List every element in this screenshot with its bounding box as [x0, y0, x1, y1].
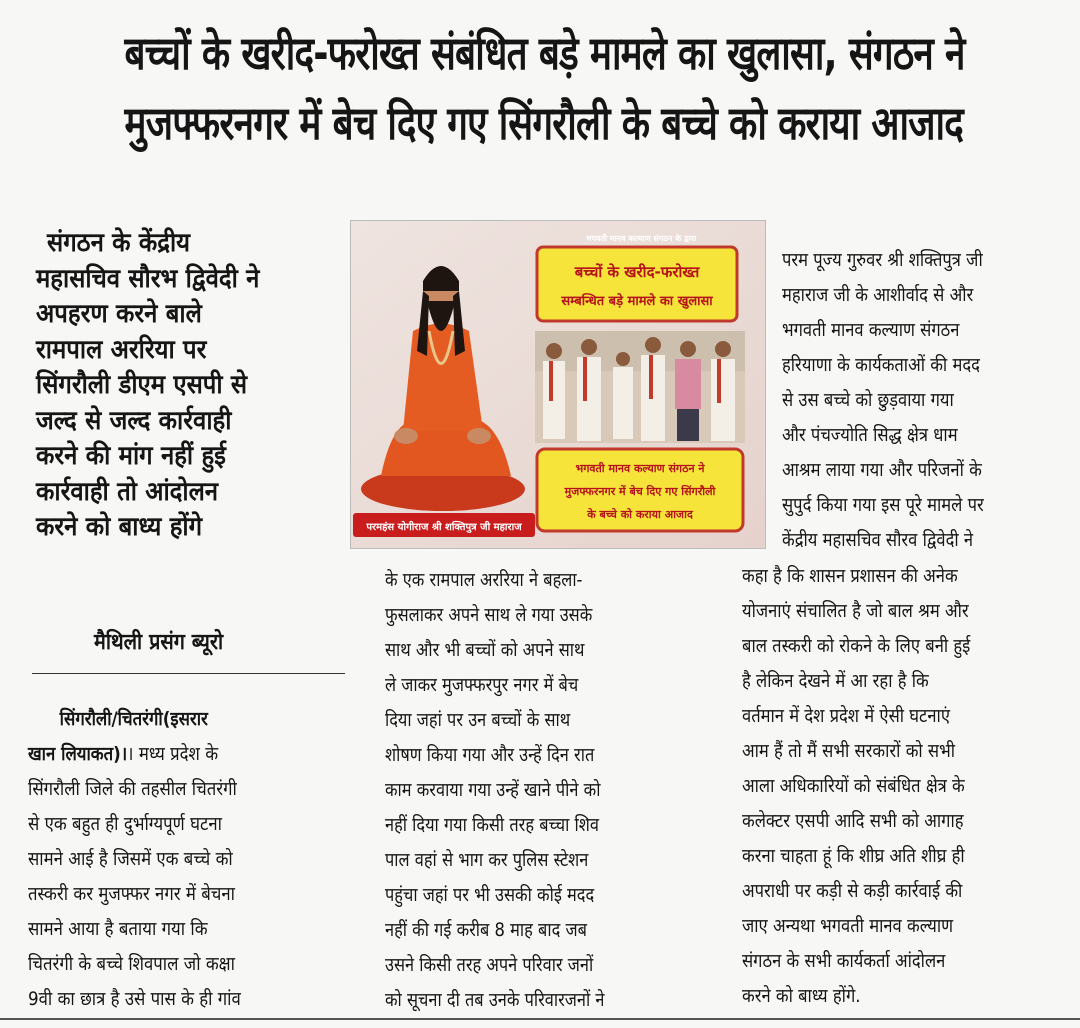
- article-column-3-top: [782, 243, 984, 558]
- article-line: संगठन के सभी कार्यकर्ता आंदोलन: [742, 950, 946, 972]
- banner-top-line-2: सम्बन्धित बड़े मामले का खुलासा: [561, 294, 713, 309]
- dateline-text: सिंगरौली/चितरंगी(इसरार: [59, 708, 208, 730]
- subhead-line: सिंगरौली डीएम एसपी से: [36, 370, 248, 400]
- article-line: आला अधिकारियों को संबंधित क्षेत्र के: [742, 775, 965, 797]
- article-line: से एक बहुत ही दुर्भाग्यपूर्ण घटना: [28, 813, 222, 835]
- subhead-line: संगठन के केंद्रीय: [47, 228, 191, 258]
- article-line: सिंगरौली जिले की तहसील चितरंगी: [28, 778, 237, 800]
- subheadline: [36, 226, 312, 546]
- article-line: फुसलाकर अपने साथ ले गया उसके: [385, 604, 593, 626]
- article-line: महाराज जी के आशीर्वाद से और: [782, 284, 974, 306]
- article-line: है लेकिन देखने में आ रहा है कि: [742, 670, 929, 692]
- article-line: 9वी का छात्र है उसे पास के ही गांव: [28, 988, 241, 1010]
- article-line: दिया जहां पर उन बच्चों के साथ: [385, 709, 571, 731]
- banner-bottom-line-3: के बच्चे को कराया आजाद: [587, 508, 693, 521]
- article-line: आम हैं तो मैं सभी सरकारों को सभी: [742, 740, 956, 762]
- subhead-line: करने की मांग नहीं हुई: [36, 441, 226, 471]
- bottom-banner: [537, 449, 743, 531]
- article-line: पाल वहां से भाग कर पुलिस स्टेशन: [385, 849, 589, 871]
- subhead-line: रामपाल अररिया पर: [36, 334, 207, 365]
- headline-line-1: बच्चों के खरीद-फरोख्त संबंधित बड़े मामले का खुलासा, संगठन ने: [124, 26, 965, 80]
- article-line: काम करवाया गया उन्हें खाने पीने को: [385, 779, 601, 801]
- article-line: केंद्रीय महासचिव सौरव द्विवेदी ने: [782, 529, 974, 551]
- subhead-line: करने को बाध्य होंगे: [36, 512, 203, 542]
- subhead-line: जल्द से जल्द कार्रवाही: [36, 405, 232, 436]
- article-line: चितरंगी के बच्चे शिवपाल जो कक्षा: [28, 953, 236, 975]
- byline: मैथिली प्रसंग ब्यूरो: [94, 630, 224, 655]
- article-line: को सूचना दी तब उनके परिवारजनों ने: [385, 989, 605, 1011]
- headline: [124, 18, 965, 158]
- article-line: योजनाएं संचालित है जो बाल श्रम और: [742, 600, 969, 622]
- article-line: नहीं की गई करीब 8 माह बाद जब: [385, 919, 587, 941]
- banner-bottom-line-1: भगवती मानव कल्याण संगठन ने: [575, 462, 705, 475]
- article-line: भगवती मानव कल्याण संगठन: [782, 319, 960, 341]
- article-text: । मध्य प्रदेश के: [127, 743, 219, 765]
- caption-bar: [353, 513, 535, 537]
- article-line: अपराधी पर कड़ी से कड़ी कार्रवाई की: [742, 880, 963, 902]
- article-line: शोषण किया गया और उन्हें दिन रात: [385, 744, 595, 766]
- article-line: परम पूज्य गुरुवर श्री शक्तिपुत्र जी: [782, 249, 983, 271]
- article-line: से उस बच्चे को छुड़वाया गया: [782, 389, 954, 411]
- article-line: साथ और भी बच्चों को अपने साथ: [385, 639, 585, 661]
- article-line: सामने आई है जिसमें एक बच्चे को: [28, 848, 233, 870]
- article-line: ले जाकर मुजफ्फरपुर नगर में बेच: [385, 674, 579, 696]
- banner-top-line-1: बच्चों के खरीद-फरोख्त: [574, 263, 700, 281]
- article-line: जाए अन्यथा भगवती मानव कल्याण: [742, 915, 954, 937]
- article-line: नहीं दिया गया किसी तरह बच्चा शिव: [385, 814, 599, 836]
- news-photo: [350, 220, 766, 549]
- article-line: बाल तस्करी को रोकने के लिए बनी हुई: [742, 635, 971, 657]
- photo-illustration: [351, 221, 765, 548]
- article-line: उसने किसी तरह अपने परिवार जनों: [385, 954, 594, 976]
- article-line: सामने आया है बताया गया कि: [28, 918, 208, 940]
- article-line: [28, 737, 241, 772]
- article-line: और पंचज्योति सिद्ध क्षेत्र धाम: [782, 424, 958, 446]
- article-line: वर्तमान में देश प्रदेश में ऐसी घटनाएं: [742, 705, 950, 727]
- subhead-line: महासचिव सौरभ द्विवेदी ने: [36, 263, 260, 294]
- article-column-3-bottom: [742, 559, 970, 1014]
- group-photo: [535, 331, 745, 443]
- subhead-line: अपहरण करने बाले: [36, 299, 202, 329]
- article-line: सुपुर्द किया गया इस पूरे मामले पर: [782, 494, 984, 516]
- page-bottom-rule: [0, 1018, 1080, 1020]
- article-line: पहुंचा जहां पर भी उसकी कोई मदद: [385, 884, 595, 906]
- headline-line-2: मुजफ्फरनगर में बेच दिए गए सिंगरौली के बच्चे को कराया आजाद: [124, 96, 963, 150]
- article-line: कहा है कि शासन प्रशासन की अनेक: [742, 565, 958, 587]
- article-line: कलेक्टर एसपी आदि सभी को आगाह: [742, 810, 964, 832]
- top-banner: [537, 233, 737, 321]
- subhead-line: कार्रवाही तो आंदोलन: [36, 476, 219, 507]
- article-line: के एक रामपाल अररिया ने बहला-: [385, 569, 583, 591]
- divider: [32, 673, 345, 674]
- article-column-2: [385, 563, 604, 1018]
- banner-bottom-line-2: मुजफ्फरनगर में बेच दिए गए सिंगरौली: [564, 485, 716, 498]
- dateline: [28, 702, 241, 737]
- article-line: तस्करी कर मुजफ्फर नगर में बेचना: [28, 883, 235, 905]
- article-line: करना चाहता हूं कि शीघ्र अति शीघ्र ही: [742, 845, 965, 867]
- photo-caption: परमहंस योगीराज श्री शक्तिपुत्र जी महाराज: [366, 522, 522, 533]
- article-line: हरियाणा के कार्यकताओं की मदद: [782, 354, 980, 376]
- banner-small-text: भगवती मानव कल्याण संगठन के द्वारा: [585, 234, 697, 243]
- article-line: करने को बाध्य होंगे.: [742, 985, 861, 1007]
- article-line: आश्रम लाया गया और परिजनों के: [782, 459, 982, 481]
- reporter-name: खान लियाकत)।: [28, 743, 128, 765]
- article-column-1: [28, 702, 241, 1017]
